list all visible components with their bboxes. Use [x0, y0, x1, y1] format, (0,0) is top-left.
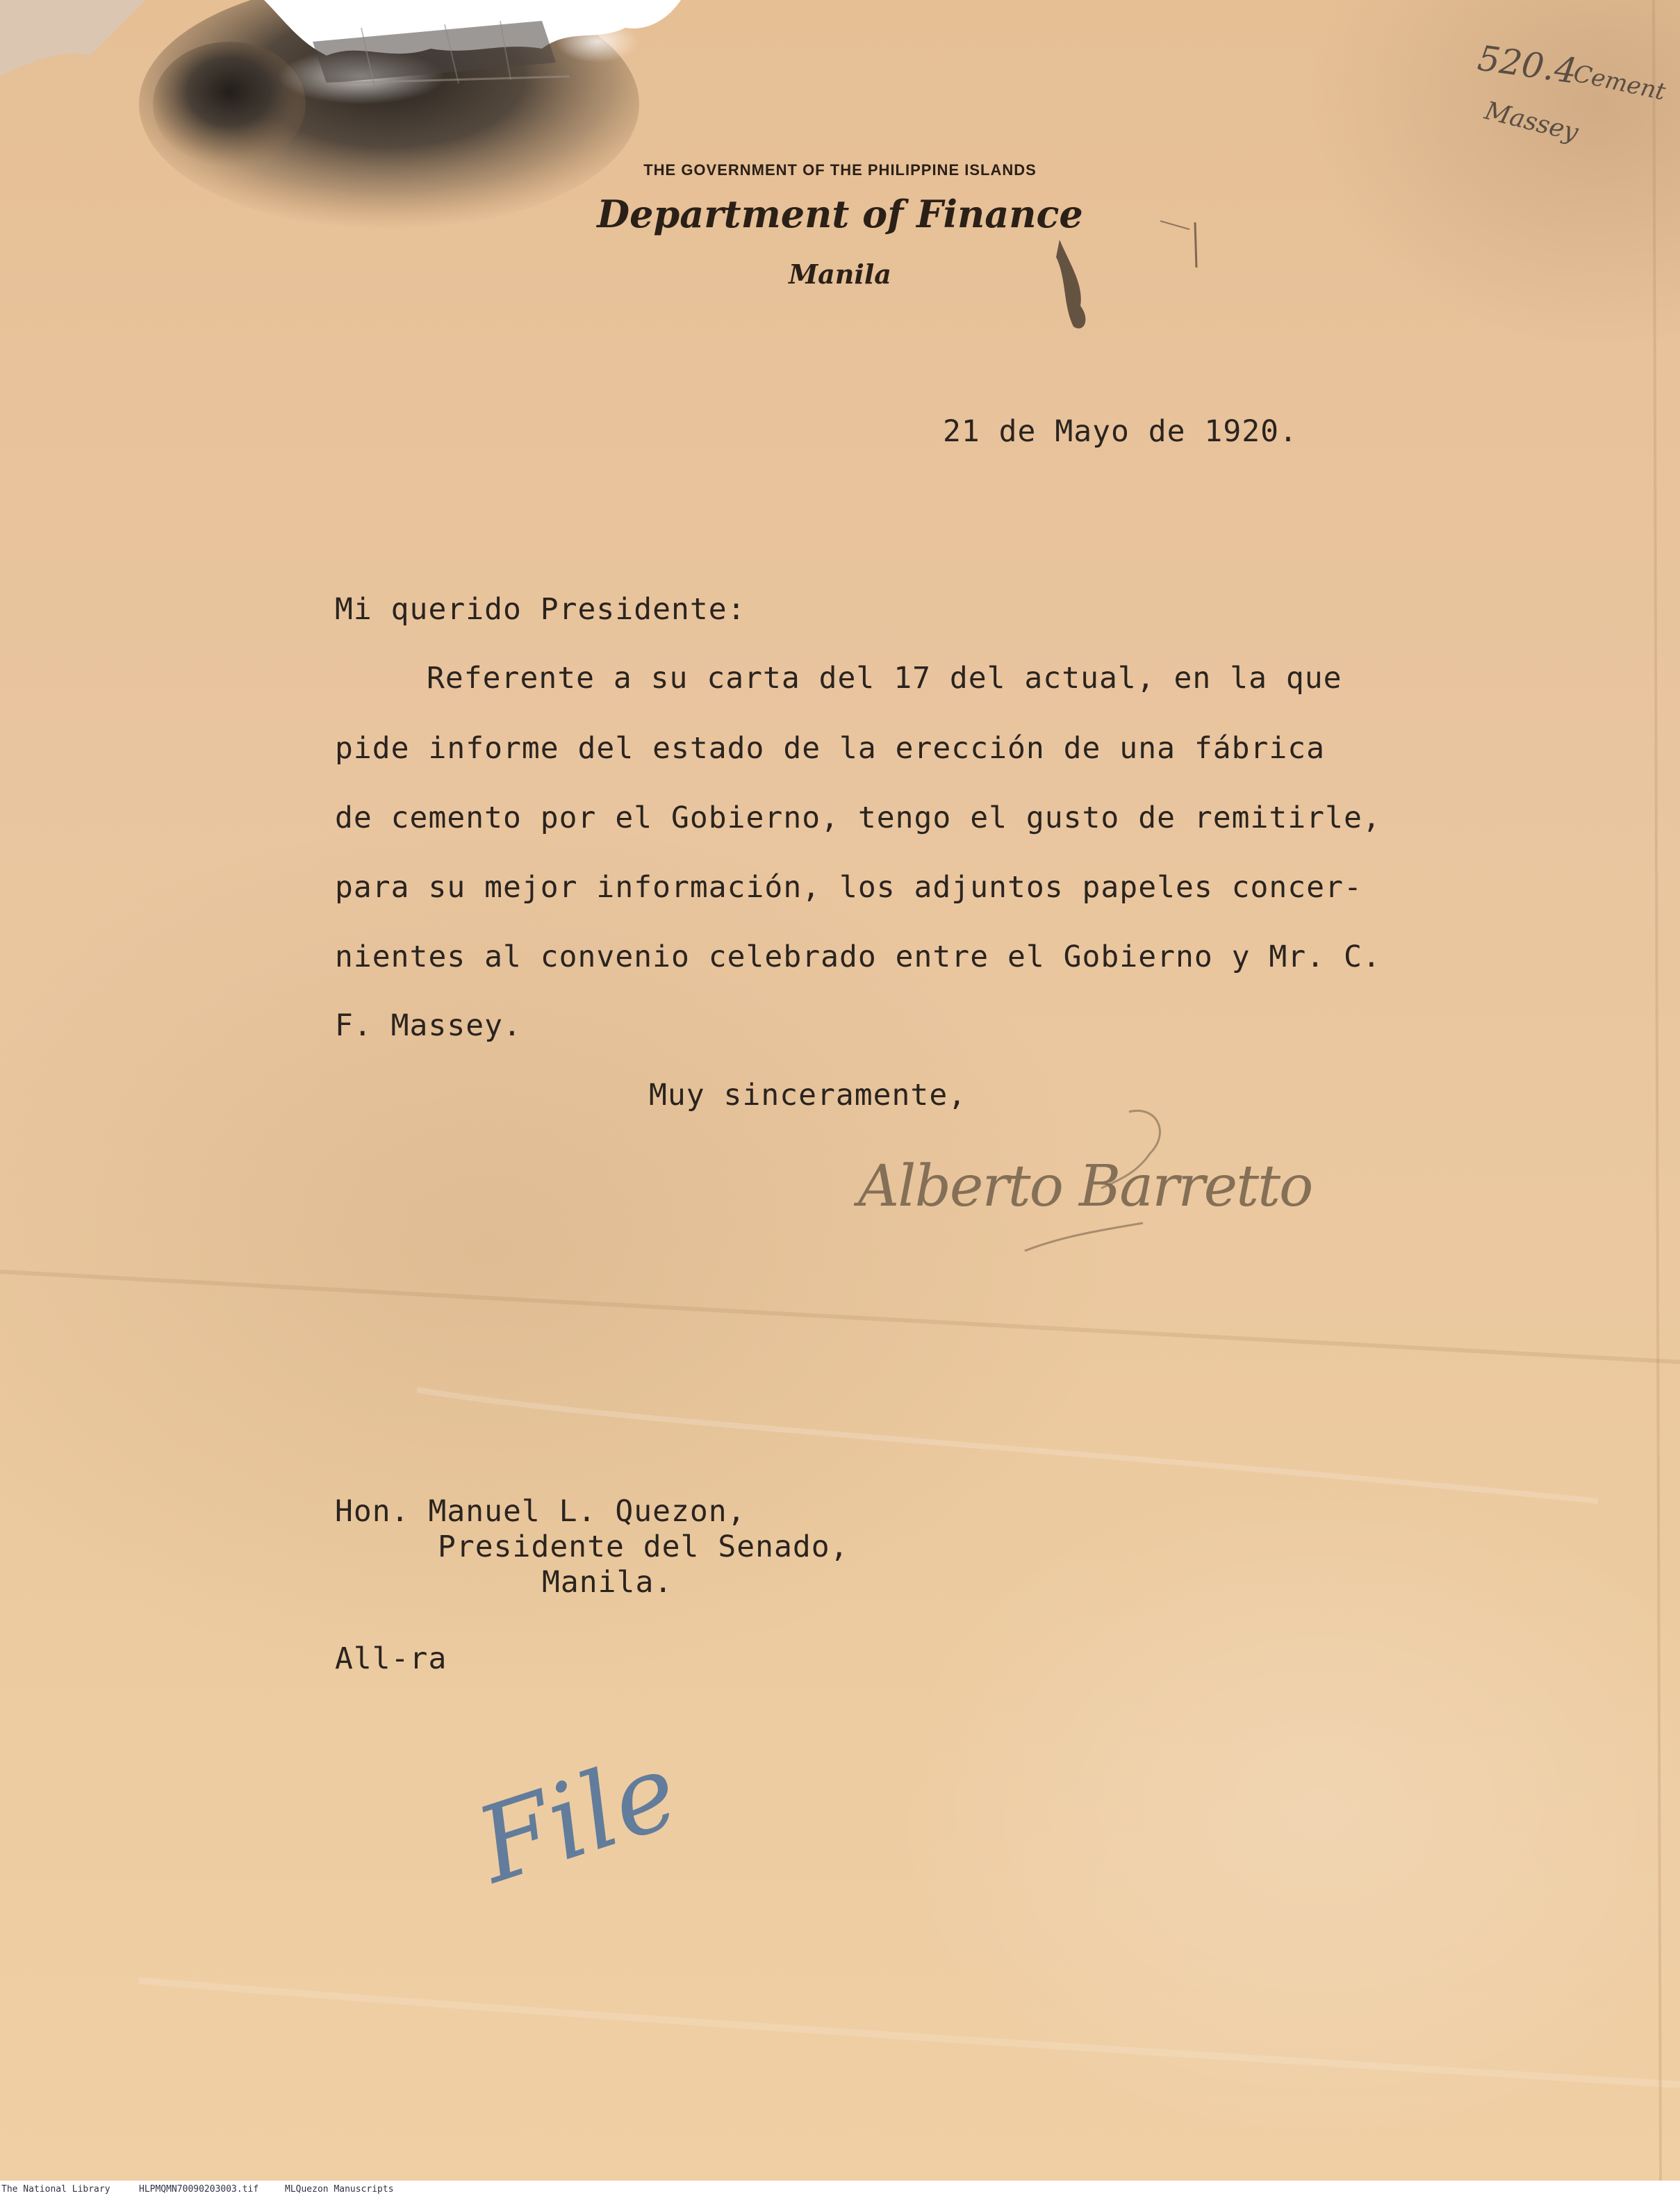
archive-note-line1: 520.4 — [1475, 38, 1580, 92]
recipient-name: Hon. Manuel L. Quezon, — [335, 1494, 746, 1529]
file-mark-text: File — [463, 1730, 692, 1908]
body-line: de cemento por el Gobierno, tengo el gusto de remitirle, — [335, 801, 1381, 835]
signature-text: Alberto Barretto — [858, 1154, 1312, 1220]
archive-note-line2: Cement — [1571, 59, 1668, 106]
body-line: F. Massey. — [335, 1008, 522, 1043]
footer-source: The National Library — [1, 2184, 110, 2195]
letterhead-city: Manila — [789, 259, 891, 290]
letter-closing: Muy sinceramente, — [649, 1078, 967, 1113]
body-line: nientes al convenio celebrado entre el Gobierno y Mr. C. — [335, 940, 1381, 974]
letterhead-department: Department of Finance — [597, 192, 1083, 236]
archive-note-line3: Massey — [1481, 96, 1581, 147]
recipient-city: Manila. — [542, 1565, 673, 1600]
letterhead-government: THE GOVERNMENT OF THE PHILIPPINE ISLANDS — [643, 161, 1037, 179]
scan-footer — [0, 2181, 1680, 2198]
body-line: pide informe del estado de la erección de una fábrica — [335, 731, 1326, 766]
signature — [851, 1105, 1312, 1258]
reference-initials: All-ra — [335, 1641, 447, 1676]
footer-collection: MLQuezon Manuscripts — [285, 2184, 394, 2195]
archive-note-handwriting — [1469, 21, 1668, 167]
recipient-title: Presidente del Senado, — [438, 1529, 849, 1564]
letter-salutation: Mi querido Presidente: — [335, 592, 746, 627]
letter-date: 21 de Mayo de 1920. — [943, 414, 1298, 449]
body-line: para su mejor información, los adjuntos papeles concer- — [335, 870, 1362, 905]
body-line: Referente a su carta del 17 del actual, en la que — [427, 661, 1342, 696]
file-mark-handwriting — [463, 1723, 716, 1974]
footer-file-id: HLPMQMN70090203003.tif — [139, 2184, 259, 2195]
